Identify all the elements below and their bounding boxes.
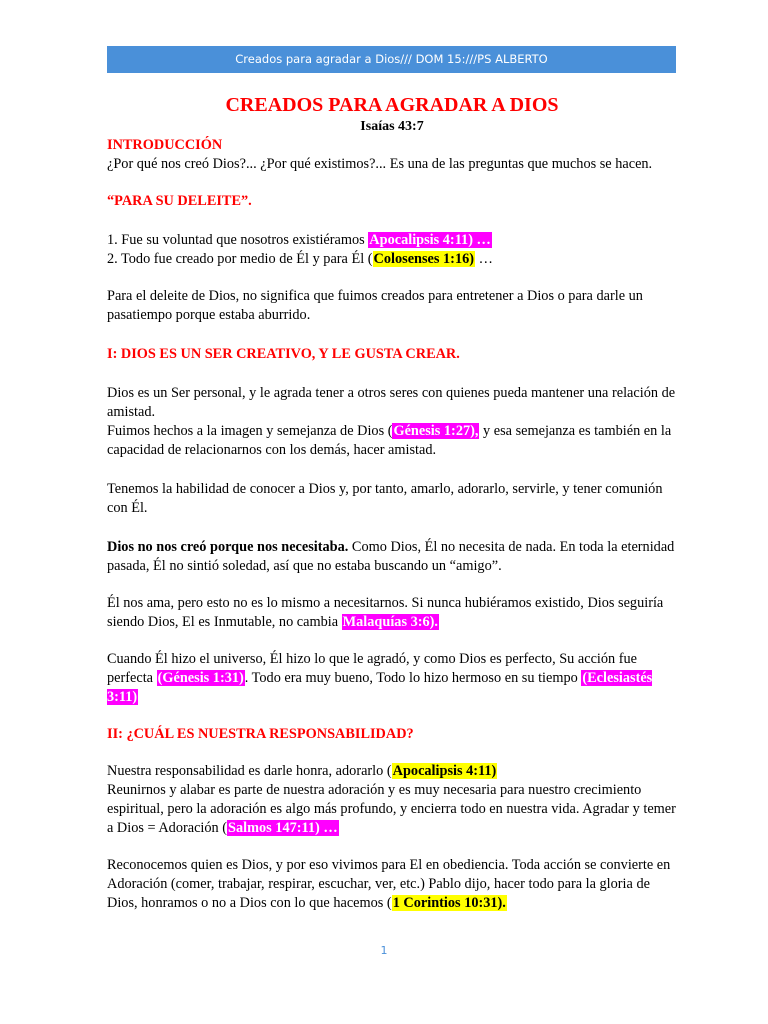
deleite-line-2-text: 2. Todo fue creado por medio de Él y para Él (: [107, 251, 373, 267]
section-1-p6: [107, 650, 677, 707]
document-body: [107, 92, 677, 913]
page-number: 1: [380, 944, 388, 957]
section-1-p6-a: Cuando Él hizo el universo, Él hizo lo que le agradó, y como Dios es perfecto, Su acción fue perfecta: [107, 651, 638, 686]
section-1-p4-bold: Dios no nos creó porque nos necesitaba.: [107, 539, 349, 555]
intro-text: ¿Por qué nos creó Dios?... ¿Por qué existimos?... Es una de las preguntas que muchos se hacen.: [107, 156, 653, 172]
document-title: CREADOS PARA AGRADAR A DIOS: [225, 94, 559, 116]
section-1-p4: [107, 538, 677, 576]
section-2-p1-a: Nuestra responsabilidad es darle honra, adorarlo (: [107, 763, 392, 779]
ref-malaquias-3-6: Malaquías 3:6).: [342, 614, 438, 630]
section-1-p2: [107, 422, 677, 460]
intro-heading: INTRODUCCIÓN: [107, 137, 223, 153]
ref-genesis-1-31: (Génesis 1:31): [157, 670, 244, 686]
deleite-line-1-text: 1. Fue su voluntad que nosotros existiéramos: [107, 232, 369, 248]
ref-eclesiastes-3-11: (Eclesiastés 3:11): [107, 670, 653, 705]
section-1-p5: [107, 594, 677, 632]
section-1-p2-b: y esa semejanza es también en la capacidad de relacionarnos con los demás, hacer amistad.: [107, 423, 672, 458]
section-2-p2-a: Reconocemos quien es Dios, y por eso vivimos para El en obediencia. Toda acción se convierte en Adoración (comer, trabajar, respirar, escuchar, ver, etc.) Pablo dijo, hacer todo para la gloria de Dios, honramos o no a Dios con lo que hacemos (: [107, 857, 671, 911]
section-2-heading: II: ¿CUÁL ES NUESTRA RESPONSABILIDAD?: [107, 726, 414, 742]
page-header: Creados para agradar a Dios/// DOM 15:///PS ALBERTO: [107, 46, 676, 73]
section-1-p5-a: Él nos ama, pero esto no es lo mismo a necesitarnos. Si nunca hubiéramos existido, Dios seguiría siendo Dios, El es Inmutable, no cambia: [107, 595, 664, 630]
ref-apocalipsis-4-11-b: Apocalipsis 4:11): [392, 763, 497, 779]
section-1-p1: Dios es un Ser personal, y le agrada tener a otros seres con quienes pueda mantener una relación de amistad.: [107, 385, 676, 420]
section-1-p2-a: Fuimos hechos a la imagen y semejanza de Dios (: [107, 423, 393, 439]
deleite-heading: “PARA SU DELEITE”.: [107, 193, 252, 209]
section-2-p1: [107, 762, 677, 838]
ref-salmos-147-11: Salmos 147:11) …: [228, 820, 338, 836]
ref-1-corintios-10-31: 1 Corintios 10:31).: [392, 895, 506, 911]
ref-apocalipsis-4-11: Apocalipsis 4:11) …: [369, 232, 491, 248]
section-1-p3: Tenemos la habilidad de conocer a Dios y, por tanto, amarlo, adorarlo, servirle, y tener comunión con Él.: [107, 481, 663, 516]
ref-genesis-1-27: Génesis 1:27),: [393, 423, 479, 439]
document-subtitle: Isaías 43:7: [360, 119, 424, 134]
deleite-paragraph: Para el deleite de Dios, no significa que fuimos creados para entretener a Dios o para darle un pasatiempo porque estaba aburrido.: [107, 288, 643, 323]
section-2-p1-b: Reunirnos y alabar es parte de nuestra adoración y es muy necesaria para nuestro crecimiento espiritual, pero la adoración es algo más profundo, y encierra todo en nuestra vida. Agradar y temer a Dios = Adoración (: [107, 782, 676, 836]
deleite-line-1: [107, 231, 677, 250]
deleite-line-2-end: …: [475, 251, 493, 267]
section-1-p6-b: . Todo era muy bueno, Todo lo hizo hermoso en su tiempo: [244, 670, 582, 686]
deleite-line-2: [107, 250, 677, 269]
section-2-p2: [107, 856, 677, 913]
section-1-p4-rest: Como Dios, Él no necesita de nada. En toda la eternidad pasada, Él no sintió soledad, así que no estaba buscando un “amigo”.: [107, 539, 675, 574]
section-1-heading: I: DIOS ES UN SER CREATIVO, Y LE GUSTA CREAR.: [107, 346, 460, 362]
ref-colosenses-1-16: Colosenses 1:16): [373, 251, 475, 267]
